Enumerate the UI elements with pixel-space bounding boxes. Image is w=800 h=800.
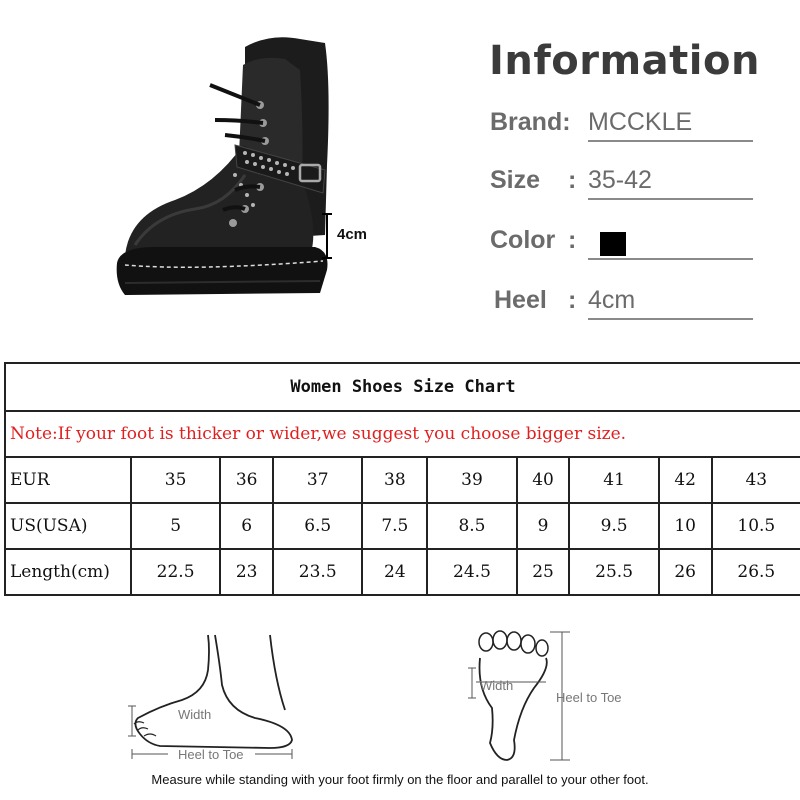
table-cell: 9.5 <box>569 503 658 549</box>
table-cell: 35 <box>131 457 220 503</box>
table-cell: 39 <box>427 457 516 503</box>
side-length-label: Heel to Toe <box>178 747 244 762</box>
color-swatch-black <box>600 232 626 256</box>
side-width-label: Width <box>178 707 212 722</box>
size-key: Size <box>490 166 541 194</box>
heel-key: Heel <box>494 286 547 314</box>
row-label: Length(cm) <box>5 549 131 595</box>
table-cell: 40 <box>517 457 570 503</box>
table-cell: 43 <box>712 457 800 503</box>
table-cell: 22.5 <box>131 549 220 595</box>
measure-instruction: Measure while standing with your foot firmly on the floor and parallel to your other foot. <box>151 772 649 787</box>
color-key: Color <box>490 226 556 254</box>
table-cell: 37 <box>273 457 362 503</box>
table-cell: 26 <box>659 549 712 595</box>
row-label: EUR <box>5 457 131 503</box>
table-cell: 24 <box>362 549 427 595</box>
table-cell: 10 <box>659 503 712 549</box>
size-chart-title: Women Shoes Size Chart <box>5 363 800 411</box>
heel-value: 4cm <box>588 286 753 320</box>
heel-height-label: 4cm <box>337 226 368 243</box>
table-row-eur <box>5 457 800 503</box>
table-cell: 23 <box>220 549 273 595</box>
table-cell: 25.5 <box>569 549 658 595</box>
size-value: 35-42 <box>588 166 753 200</box>
size-chart-table <box>4 362 800 596</box>
table-cell: 41 <box>569 457 658 503</box>
table-cell: 23.5 <box>273 549 362 595</box>
table-cell: 5 <box>131 503 220 549</box>
table-cell: 25 <box>517 549 570 595</box>
brand-value: MCCKLE <box>588 108 753 142</box>
information-title: Information <box>489 38 760 84</box>
brand-key: Brand: <box>490 108 571 136</box>
color-colon: : <box>568 226 577 254</box>
heel-colon: : <box>568 286 577 314</box>
heel-height-marker <box>318 212 334 260</box>
sole-width-label: Width <box>480 678 514 693</box>
table-cell: 8.5 <box>427 503 516 549</box>
table-cell: 7.5 <box>362 503 427 549</box>
table-cell: 36 <box>220 457 273 503</box>
table-row-us <box>5 503 800 549</box>
table-cell: 6 <box>220 503 273 549</box>
foot-side-diagram <box>120 630 310 765</box>
table-cell: 26.5 <box>712 549 800 595</box>
row-label: US(USA) <box>5 503 131 549</box>
color-value <box>588 226 753 260</box>
size-colon: : <box>568 166 577 194</box>
table-cell: 42 <box>659 457 712 503</box>
boot-product-image <box>95 25 395 315</box>
table-cell: 9 <box>517 503 570 549</box>
table-cell: 38 <box>362 457 427 503</box>
sole-length-label: Heel to Toe <box>556 690 622 705</box>
size-chart-note: Note:If your foot is thicker or wider,we suggest you choose bigger size. <box>5 411 800 457</box>
table-cell: 10.5 <box>712 503 800 549</box>
table-cell: 24.5 <box>427 549 516 595</box>
table-cell: 6.5 <box>273 503 362 549</box>
table-row-length <box>5 549 800 595</box>
foot-sole-diagram <box>462 628 652 763</box>
